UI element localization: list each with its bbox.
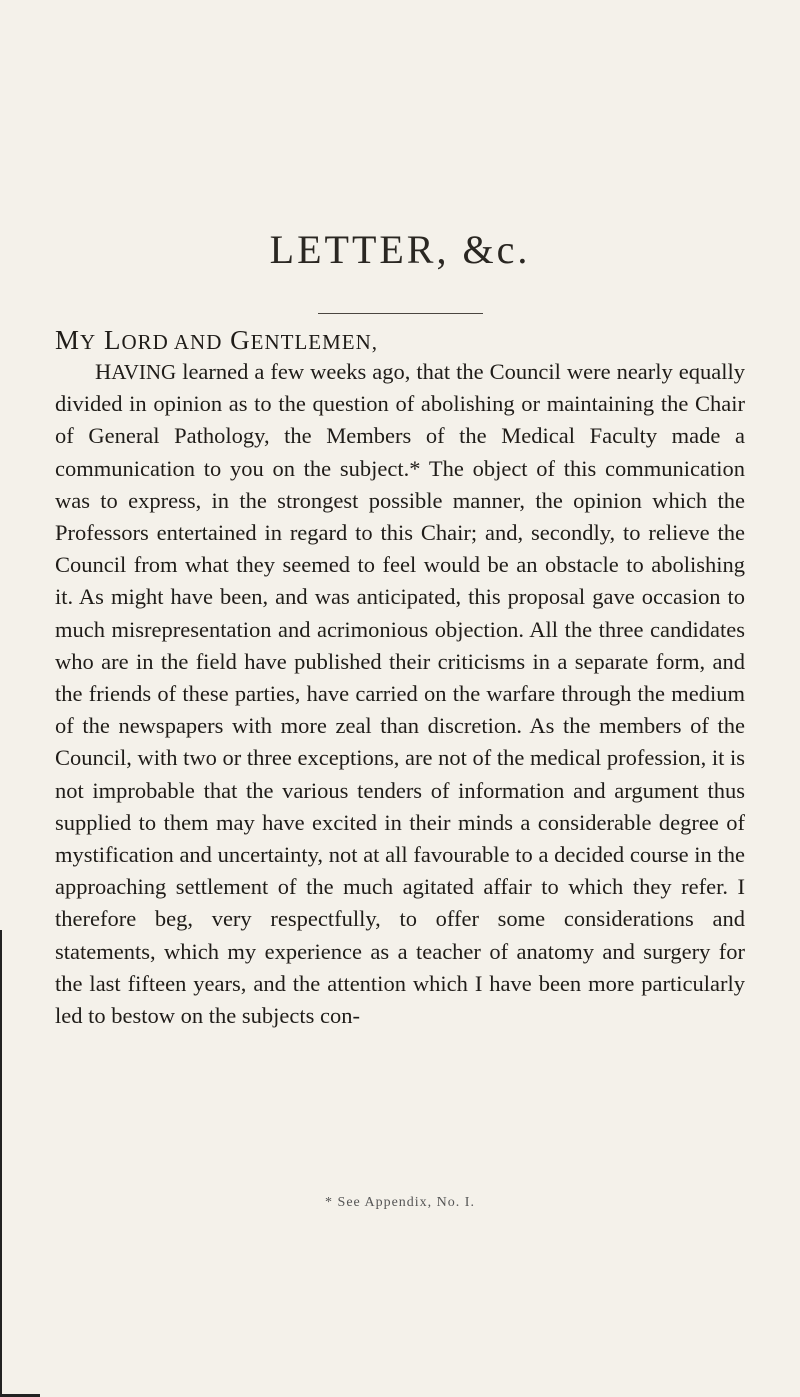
footnote: * See Appendix, No. I.: [325, 1195, 475, 1210]
salutation-small-3: ENTLEMEN,: [250, 330, 379, 354]
salutation-small-2: ORD AND: [121, 330, 223, 354]
body-paragraph: [55, 356, 745, 1032]
body-text: learned a few weeks ago, that the Council were nearly equally divided in opinion as to the question of abolishing or maintaining the Chair of General Pathology, the Members of the Medical Faculty made a communication to you on the subject.* The object of this communication was to express, in the strongest possible manner, the opinion which the Professors entertained in regard to this Chair; and, secondly, to relieve the Council from what they seemed to feel would be an obstacle to abolishing it. As might have been, and was anticipated, this proposal gave occasion to much misrepresentation and acrimonious objection. All the three candidates who are in the field have published their criticisms in a separate form, and the friends of these parties, have carried on the warfare through the medium of the newspapers with more zeal than discretion. As the members of the Council, with two or three exceptions, are not of the medical profession, it is not improbable that the various tenders of information and argument thus supplied to them may have excited in their minds a considerable degree of mystification and uncertainty, not at all favourable to a decided course in the approaching settlement of the much agitated affair to which they refer. I therefore beg, very respectfully, to offer some considerations and statements, which my experience as a teacher of anatomy and surgery for the last fifteen years, and the attention which I have been more particularly led to bestow on the subjects con-: [55, 359, 745, 1029]
title-rule: [318, 313, 483, 314]
salutation-small-1: Y: [80, 330, 97, 354]
body-lead-cap: H: [95, 359, 112, 384]
page-title: LETTER, &c.: [269, 227, 531, 272]
page-edge-left: [0, 930, 2, 1397]
salutation-cap-2: L: [103, 325, 122, 355]
salutation-cap-3: G: [230, 325, 251, 355]
salutation-cap-1: M: [55, 325, 81, 355]
salutation: [55, 325, 378, 356]
body-lead-small: AVING: [111, 360, 177, 384]
